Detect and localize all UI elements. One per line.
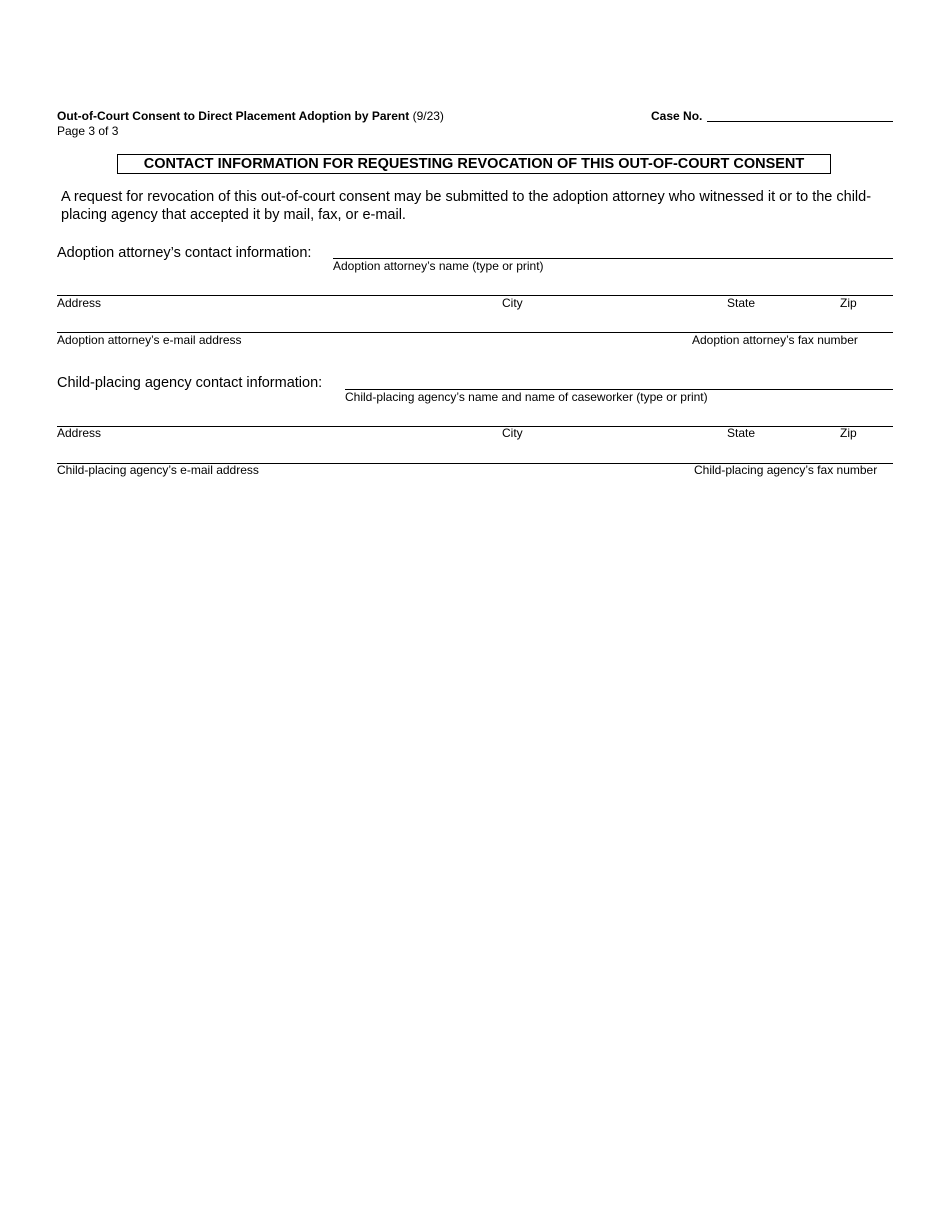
attorney-state-caption: State: [727, 296, 756, 310]
attorney-zip-caption: Zip: [840, 296, 857, 310]
agency-section-label: Child-placing agency contact information:: [57, 375, 323, 391]
agency-zip-caption: Zip: [840, 426, 857, 440]
attorney-section-label: Adoption attorney’s contact information:: [57, 245, 312, 261]
form-version: (9/23): [412, 109, 444, 123]
attorney-city-caption: City: [502, 296, 523, 310]
case-no-label: Case No.: [651, 109, 703, 123]
attorney-address-caption: Address: [57, 296, 102, 310]
agency-address-field[interactable]: [57, 426, 893, 427]
form-header: [57, 109, 444, 123]
section-title: CONTACT INFORMATION FOR REQUESTING REVOCATION OF THIS OUT-OF-COURT CONSENT: [117, 154, 831, 174]
intro-text: A request for revocation of this out-of-court consent may be submitted to the adoption attorney who witnessed it or to the child-placing agency that accepted it by mail, fax, or e-mail.: [61, 189, 872, 223]
agency-fax-caption: Child-placing agency’s fax number: [694, 463, 878, 477]
agency-address-caption: Address: [57, 426, 102, 440]
agency-email-caption: Child-placing agency’s e-mail address: [57, 463, 259, 477]
agency-name-caption: Child-placing agency’s name and name of caseworker (type or print): [345, 390, 708, 404]
attorney-fax-caption: Adoption attorney’s fax number: [692, 333, 858, 347]
agency-city-caption: City: [502, 426, 523, 440]
case-no-field[interactable]: [707, 121, 893, 122]
attorney-address-field[interactable]: [57, 295, 893, 296]
agency-state-caption: State: [727, 426, 756, 440]
form-title: Out-of-Court Consent to Direct Placement Adoption by Parent: [57, 109, 410, 123]
page-number: Page 3 of 3: [57, 124, 119, 138]
attorney-email-caption: Adoption attorney’s e-mail address: [57, 333, 242, 347]
attorney-name-caption: Adoption attorney’s name (type or print): [333, 259, 544, 273]
